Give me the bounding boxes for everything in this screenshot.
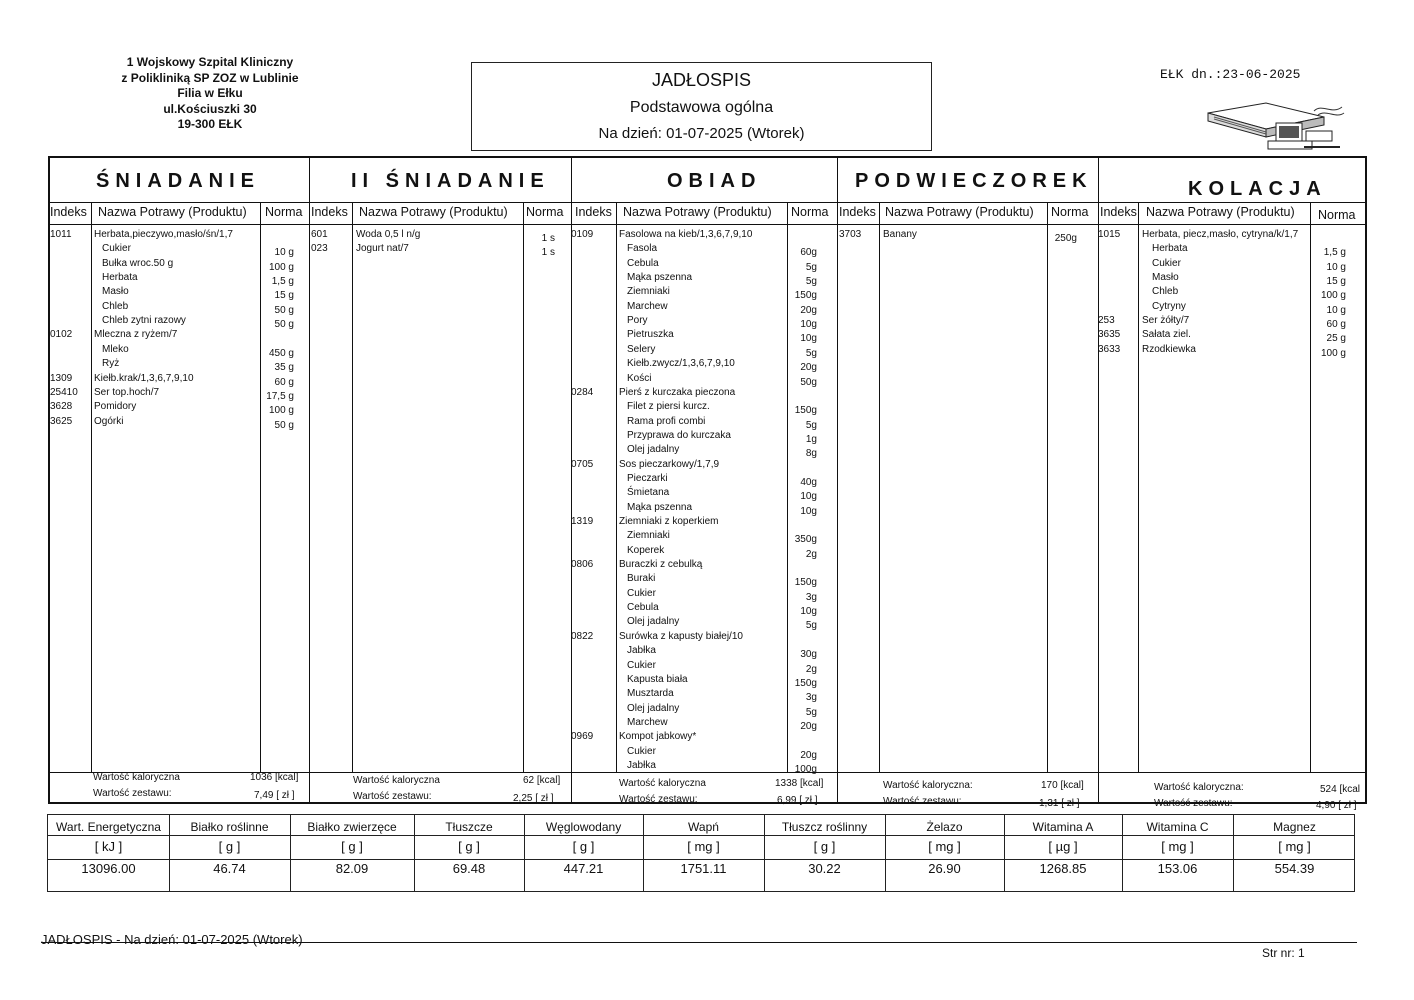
- index-header: Indeks: [839, 205, 876, 219]
- ingredient-quantity: 17,5 g: [266, 390, 294, 402]
- dish-name: Ser żółty/7: [1142, 315, 1190, 327]
- second-breakfast-kcal: 62 [kcal]: [523, 775, 561, 786]
- nutrition-unit: [ g ]: [458, 839, 480, 854]
- ingredient-name: Cukier: [102, 243, 131, 255]
- ingredient-quantity: 100 g: [1320, 347, 1346, 359]
- ingredient-quantity: 50 g: [274, 419, 294, 431]
- row-index: 1319: [571, 516, 594, 527]
- kcal-label: Wartość kaloryczna: [93, 772, 180, 783]
- ingredient-name: Marchew: [627, 300, 668, 312]
- second-breakfast-header: [309, 158, 571, 203]
- norma-header: Norma: [265, 205, 303, 219]
- breakfast-header: [50, 158, 309, 203]
- ingredient-quantity: 20g: [800, 304, 817, 316]
- cost-label: Wartość zestawu:: [353, 791, 432, 802]
- ingredient-quantity: 50 g: [274, 319, 294, 331]
- dinner-title: KOLACJA: [1188, 178, 1327, 200]
- ingredient-quantity: 100g: [794, 763, 817, 775]
- menu-date: Na dzień: 01-07-2025 (Wtorek): [598, 125, 805, 142]
- index-header: Indeks: [1100, 205, 1137, 219]
- ingredient-quantity: 5g: [805, 276, 817, 288]
- ingredient-name: Masło: [1152, 272, 1179, 284]
- footer-divider: [41, 942, 1357, 943]
- ingredient-name: Ziemniaki: [627, 530, 670, 542]
- snack-header: [837, 158, 1098, 203]
- column-divider: [523, 202, 524, 772]
- ingredient-quantity: 10g: [800, 491, 817, 503]
- nutrition-value: 153.06: [1157, 861, 1198, 876]
- nutrition-value: 13096.00: [81, 861, 136, 876]
- column-divider: [1310, 202, 1311, 772]
- dish-name: Woda 0,5 l n/g: [356, 229, 421, 240]
- ingredient-name: Cukier: [627, 745, 656, 757]
- summary-divider: [837, 772, 1098, 773]
- ingredient-name: Ziemniaki: [627, 286, 670, 298]
- second-breakfast-subheader: [309, 202, 571, 225]
- snack-subheader: [837, 202, 1098, 225]
- row-index: 0969: [571, 731, 594, 743]
- second-breakfast-column: [309, 158, 572, 802]
- ingredient-name: Mąka pszenna: [627, 272, 693, 284]
- dish-name: Buraczki z cebulką: [619, 559, 703, 571]
- row-index: 3703: [839, 229, 862, 240]
- ingredient-quantity: 25 g: [1326, 333, 1346, 345]
- snack-column: [837, 158, 1099, 809]
- ingredient-quantity: 8g: [805, 448, 817, 460]
- ingredient-name: Kiełb.zwycz/1,3,6,7,9,10: [627, 358, 735, 370]
- ingredient-quantity: 50 g: [274, 304, 294, 316]
- breakfast-subheader: [50, 202, 309, 225]
- ingredient-quantity: 20g: [800, 749, 817, 761]
- dish-name: Herbata,pieczywo,masło/śn/1,7: [94, 229, 233, 240]
- ingredient-quantity: 60g: [800, 247, 817, 259]
- nutrition-label: Białko roślinne: [190, 820, 269, 834]
- column-divider: [91, 202, 92, 772]
- row-index: 3628: [50, 401, 73, 413]
- row-index: 0109: [571, 229, 594, 240]
- breakfast-title: ŚNIADANIE: [96, 170, 261, 192]
- ingredient-quantity: 5g: [805, 620, 817, 632]
- ingredient-quantity: 350g: [794, 534, 817, 546]
- ingredient-name: Masło: [102, 286, 129, 298]
- ingredient-name: Koperek: [627, 544, 665, 556]
- ingredient-name: Kości: [627, 372, 652, 384]
- hospital-line-4: ul.Kościuszki 30: [163, 101, 257, 116]
- dinner-header: [1098, 158, 1365, 203]
- row-index: 3635: [1098, 329, 1121, 341]
- ingredient-quantity: 1 s: [541, 233, 555, 244]
- dish-name: Banany: [883, 229, 917, 240]
- kcal-label: Wartość kaloryczna: [353, 775, 440, 786]
- ingredient-quantity: 150g: [794, 405, 817, 417]
- ingredient-quantity: 100 g: [268, 261, 294, 273]
- index-header: Indeks: [575, 205, 612, 219]
- ingredient-name: Chleb zytni razowy: [102, 315, 186, 327]
- snack-kcal: 170 [kcal]: [1041, 780, 1084, 791]
- row-index: 0822: [571, 630, 594, 642]
- lunch-subheader: [571, 202, 837, 225]
- breakfast-kcal: 1036 [kcal]: [250, 772, 299, 783]
- nutrition-unit: [ g ]: [572, 839, 595, 854]
- ingredient-name: Fasola: [627, 243, 658, 255]
- nutrition-unit: [ kJ ]: [94, 839, 123, 854]
- nutrition-label: Węglowodany: [545, 820, 622, 834]
- nutrition-unit: [ mg ]: [928, 839, 961, 854]
- ingredient-name: Przyprawa do kurczaka: [627, 429, 731, 441]
- row-index: 1015: [1098, 229, 1121, 240]
- column-divider: [879, 202, 880, 772]
- nutrition-value: 69.48: [452, 861, 486, 876]
- cost-label: Wartość zestawu:: [1154, 798, 1233, 809]
- snack-cost: 1,31 [ zł ]: [1039, 798, 1080, 809]
- nutrition-table: [47, 814, 1355, 892]
- ingredient-name: Selery: [627, 343, 656, 355]
- nutrition-cell: [643, 815, 765, 891]
- hospital-line-1: 1 Wojskowy Szpital Kliniczny: [126, 55, 294, 69]
- row-index: 1011: [50, 229, 72, 240]
- ingredient-quantity: 10 g: [1326, 261, 1346, 273]
- dinner-cost: 4,90 [ zł ]: [1316, 800, 1357, 811]
- ingredient-quantity: 1,5 g: [1323, 247, 1346, 259]
- ingredient-quantity: 450 g: [268, 347, 294, 359]
- ingredient-name: Musztarda: [627, 688, 674, 700]
- lunch-column: [571, 158, 838, 806]
- ingredient-quantity: 50g: [800, 376, 817, 388]
- summary-divider: [309, 772, 571, 773]
- nutrition-cell: [169, 815, 291, 891]
- column-divider: [260, 202, 261, 772]
- ingredient-name: Cytryny: [1152, 300, 1186, 312]
- ingredient-name: Cukier: [1152, 257, 1181, 269]
- nutrition-cell: [885, 815, 1005, 891]
- nutrition-label: Tłuszcze: [445, 820, 493, 834]
- ingredient-name: Olej jadalny: [627, 616, 680, 628]
- index-header: Indeks: [50, 205, 87, 219]
- nutrition-value: 1751.11: [680, 861, 727, 876]
- ingredient-name: Jabłka: [627, 759, 656, 771]
- summary-divider: [1098, 772, 1365, 773]
- nutrition-value: 82.09: [335, 861, 369, 876]
- norma-header: Norma: [1051, 205, 1089, 219]
- nutrition-unit: [ mg ]: [687, 839, 720, 854]
- issue-date: EŁK dn.:23-06-2025: [1160, 67, 1301, 82]
- ingredient-name: Rama profi combi: [627, 415, 706, 427]
- ingredient-name: Ryż: [102, 358, 120, 370]
- ingredient-quantity: 250g: [1054, 233, 1077, 244]
- nutrition-cell: [524, 815, 644, 891]
- nutrition-value: 26.90: [928, 861, 961, 876]
- ingredient-quantity: 100 g: [1320, 290, 1346, 302]
- diet-name: Podstawowa ogólna: [629, 99, 774, 116]
- name-header: Nazwa Potrawy (Produktu): [885, 205, 1034, 219]
- nutrition-label: Wapń: [688, 820, 719, 834]
- nutrition-unit: [ g ]: [218, 839, 241, 854]
- ingredient-quantity: 5g: [805, 261, 817, 273]
- ingredient-quantity: 1 s: [541, 247, 555, 259]
- ingredient-name: Buraki: [627, 573, 656, 585]
- nutrition-unit: [ mg ]: [1278, 839, 1311, 854]
- ingredient-quantity: 100 g: [268, 405, 294, 417]
- nutrition-cell: [1004, 815, 1123, 891]
- nutrition-label: Witamina A: [1032, 820, 1094, 834]
- second-breakfast-title: II ŚNIADANIE: [351, 170, 550, 192]
- dish-name: Kiełb.krak/1,3,6,7,9,10: [94, 372, 194, 384]
- nutrition-label: Magnez: [1273, 820, 1316, 834]
- ingredient-quantity: 30g: [800, 649, 817, 661]
- dinner-kcal: 524 [kcal: [1320, 784, 1361, 795]
- name-header: Nazwa Potrawy (Produktu): [623, 205, 772, 219]
- row-index: 0705: [571, 458, 594, 470]
- footer-text: JADŁOSPIS - Na dzień: 01-07-2025 (Wtorek): [41, 932, 303, 947]
- nutrition-value: 30.22: [808, 861, 841, 876]
- name-header: Nazwa Potrawy (Produktu): [98, 205, 247, 219]
- dinner-column: [1098, 158, 1365, 811]
- dish-name: Pierś z kurczaka pieczona: [619, 386, 736, 398]
- computer-books-icon: [1206, 95, 1346, 155]
- dish-name: Pomidory: [94, 401, 137, 413]
- ingredient-quantity: 15 g: [1326, 276, 1346, 288]
- dish-name: Ogórki: [94, 415, 124, 427]
- nutrition-cell: [290, 815, 415, 891]
- row-index: 3633: [1098, 343, 1121, 355]
- ingredient-name: Herbata: [102, 272, 138, 284]
- ingredient-name: Jabłka: [627, 645, 656, 657]
- ingredient-name: Cebula: [627, 257, 659, 269]
- ingredient-name: Pietruszka: [627, 329, 674, 341]
- row-index: 1309: [50, 372, 73, 384]
- norma-header: Norma: [1318, 208, 1356, 222]
- row-index: 0806: [571, 559, 594, 571]
- kcal-label: Wartość kaloryczna:: [883, 780, 973, 791]
- cost-label: Wartość zestawu:: [619, 794, 698, 805]
- row-index: 25410: [50, 386, 78, 398]
- row-index: 0284: [571, 386, 594, 398]
- ingredient-name: Filet z piersi kurcz.: [627, 401, 710, 413]
- menu-table: [48, 156, 1367, 811]
- ingredient-quantity: 10g: [800, 333, 817, 345]
- ingredient-name: Cukier: [627, 659, 656, 671]
- nutrition-value: 1268.85: [1039, 861, 1087, 876]
- dish-name: Sałata ziel.: [1142, 329, 1191, 341]
- nutrition-cell: [1122, 815, 1234, 891]
- column-divider: [352, 202, 353, 772]
- nutrition-value: 447.21: [563, 861, 604, 876]
- dish-name: Mleczna z ryżem/7: [94, 329, 178, 341]
- nutrition-label: Tłuszcz roślinny: [781, 820, 868, 834]
- ingredient-quantity: 3g: [805, 591, 817, 603]
- ingredient-quantity: 150g: [794, 290, 817, 302]
- ingredient-quantity: 150g: [794, 677, 817, 689]
- nutrition-label: Witamina C: [1146, 820, 1209, 834]
- ingredient-quantity: 3g: [805, 692, 817, 704]
- kcal-label: Wartość kaloryczna:: [1154, 782, 1244, 793]
- cost-label: Wartość zestawu:: [93, 788, 172, 799]
- page-number: Str nr: 1: [1262, 946, 1305, 960]
- nutrition-label: Wart. Energetyczna: [56, 820, 161, 834]
- ingredient-quantity: 10g: [800, 319, 817, 331]
- lunch-kcal: 1338 [kcal]: [775, 778, 824, 789]
- nutrition-value: 554.39: [1274, 861, 1315, 876]
- nutrition-unit: [ g ]: [341, 839, 363, 854]
- ingredient-quantity: 35 g: [274, 362, 294, 374]
- row-index: 253: [1098, 315, 1115, 327]
- ingredient-quantity: 15 g: [274, 290, 294, 302]
- ingredient-quantity: 40g: [800, 476, 817, 488]
- nutrition-label: Żelazo: [926, 820, 963, 834]
- nutrition-unit: [ µg ]: [1048, 839, 1078, 854]
- nutrition-unit: [ g ]: [813, 839, 836, 854]
- nutrition-cell: [414, 815, 525, 891]
- ingredient-quantity: 10 g: [274, 247, 294, 259]
- breakfast-column: [50, 158, 310, 802]
- row-index: 3625: [50, 415, 73, 427]
- hospital-address: [60, 55, 360, 133]
- ingredient-quantity: 60 g: [274, 376, 294, 388]
- second-breakfast-cost: 2,25 [ zł ]: [513, 793, 554, 804]
- name-header: Nazwa Potrawy (Produktu): [359, 205, 508, 219]
- norma-header: Norma: [791, 205, 829, 219]
- index-header: Indeks: [311, 205, 348, 219]
- ingredient-name: Mąka pszenna: [627, 501, 693, 513]
- document-title: JADŁOSPIS: [651, 70, 752, 90]
- dish-name: Rzodkiewka: [1142, 343, 1196, 355]
- title-box: [471, 62, 932, 151]
- nutrition-cell: [764, 815, 886, 891]
- ingredient-name: Herbata: [1152, 243, 1188, 255]
- nutrition-value: 46.74: [213, 861, 246, 876]
- ingredient-name: Chleb: [1152, 286, 1179, 298]
- ingredient-name: Olej jadalny: [627, 444, 680, 456]
- ingredient-name: Mleko: [102, 343, 129, 355]
- ingredient-quantity: 5g: [805, 347, 817, 359]
- hospital-line-5: 19-300 EŁK: [177, 117, 243, 131]
- lunch-cost: 6,99 [ zł ]: [777, 795, 818, 806]
- column-divider: [1047, 202, 1048, 772]
- dish-name: Kompot jabkowy*: [619, 731, 697, 743]
- hospital-line-3: Filia w Ełku: [177, 86, 243, 100]
- ingredient-quantity: 5g: [805, 706, 817, 718]
- ingredient-quantity: 150g: [794, 577, 817, 589]
- snack-title: PODWIECZOREK: [855, 170, 1093, 192]
- ingredient-quantity: 2g: [805, 548, 817, 560]
- dish-name: Fasolowa na kieb/1,3,6,7,9,10: [619, 229, 753, 240]
- ingredient-name: Kapusta biała: [627, 673, 688, 685]
- ingredient-quantity: 1g: [805, 433, 817, 445]
- dish-name: Surówka z kapusty białej/10: [619, 630, 743, 642]
- ingredient-quantity: 20g: [800, 362, 817, 374]
- lunch-header: [571, 158, 837, 203]
- ingredient-quantity: 5g: [805, 419, 817, 431]
- ingredient-name: Bułka wroc.50 g: [102, 257, 174, 269]
- cost-label: Wartość zestawu:: [883, 796, 962, 807]
- dish-name: Ziemniaki z koperkiem: [619, 516, 719, 527]
- ingredient-name: Śmietana: [627, 487, 670, 499]
- column-divider: [616, 202, 617, 772]
- ingredient-name: Cukier: [627, 587, 656, 599]
- nutrition-label: Białko zwierzęce: [307, 820, 397, 834]
- dish-name: Jogurt nat/7: [356, 243, 409, 255]
- ingredient-name: Pory: [627, 315, 648, 327]
- column-divider: [1138, 202, 1139, 772]
- nutrition-unit: [ mg ]: [1161, 839, 1194, 854]
- ingredient-quantity: 20g: [800, 720, 817, 732]
- name-header: Nazwa Potrawy (Produktu): [1146, 205, 1295, 219]
- row-index: 0102: [50, 329, 73, 341]
- nutrition-cell: [1233, 815, 1356, 891]
- row-index: 601: [311, 229, 328, 240]
- breakfast-cost: 7,49 [ zł ]: [254, 790, 295, 801]
- lunch-title: OBIAD: [667, 170, 762, 192]
- ingredient-quantity: 10 g: [1326, 304, 1346, 316]
- hospital-line-2: z Polikliniką SP ZOZ w Lublinie: [121, 70, 299, 85]
- dish-name: Herbata, piecz,masło, cytryna/k/1,7: [1142, 229, 1299, 240]
- ingredient-name: Olej jadalny: [627, 702, 680, 714]
- dish-name: Ser top.hoch/7: [94, 386, 160, 398]
- dish-name: Sos pieczarkowy/1,7,9: [619, 458, 720, 470]
- ingredient-quantity: 1,5 g: [271, 276, 294, 288]
- ingredient-name: Pieczarki: [627, 472, 668, 484]
- ingredient-name: Marchew: [627, 716, 668, 728]
- ingredient-quantity: 2g: [805, 663, 817, 675]
- ingredient-quantity: 10g: [800, 606, 817, 618]
- nutrition-cell: [48, 815, 170, 891]
- ingredient-quantity: 60 g: [1326, 319, 1346, 331]
- kcal-label: Wartość kaloryczna: [619, 778, 706, 789]
- ingredient-quantity: 10g: [800, 505, 817, 517]
- ingredient-name: Cebula: [627, 602, 659, 614]
- ingredient-name: Chleb: [102, 300, 129, 312]
- norma-header: Norma: [526, 205, 564, 219]
- row-index: 023: [311, 243, 328, 255]
